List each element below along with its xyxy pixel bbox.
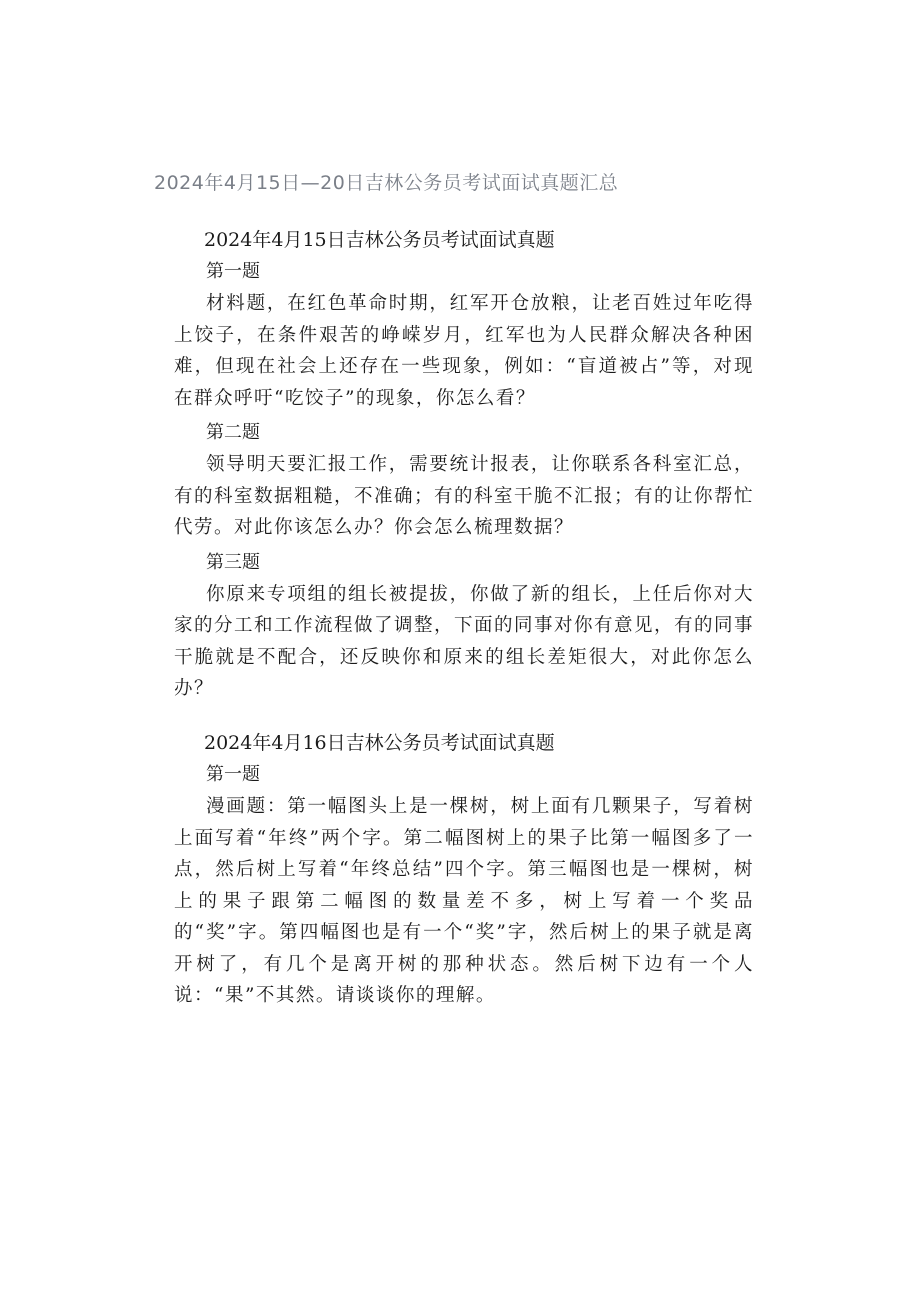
question-text: 材料题，在红色革命时期，红军开仓放粮，让老百姓过年吃得上饺子，在条件艰苦的峥嵘岁月，红军也为人民群众解决各种困难，但现在社会上还存在一些现象，例如：“盲道被占”等，对现在群众呼吁“吃饺子”的现象，你怎么看？	[174, 293, 754, 409]
question-text: 你原来专项组的组长被提拔，你做了新的组长，上任后你对大家的分工和工作流程做了调整，下面的同事对你有意见，有的同事干脆就是不配合，还反映你和原来的组长差矩很大，对此你怎么办？	[174, 583, 755, 699]
section-heading: 2024年4月15日吉林公务员考试面试真题	[204, 229, 555, 251]
question-label: 第二题	[206, 422, 260, 443]
question-text: 领导明天要汇报工作，需要统计报表，让你联系各科室汇总，有的科室数据粗糙，不准确；有的科室干脆不汇报；有的让你帮忙代劳。对此你该怎么办？你会怎么梳理数据？	[174, 454, 755, 538]
exam-section-apr-16	[174, 730, 754, 1012]
question-label: 第一题	[206, 764, 260, 785]
exam-section-apr-15	[174, 227, 754, 705]
question-label: 第三题	[206, 551, 260, 573]
question-label: 第一题	[206, 261, 260, 282]
document-title: 2024年4月15日—20日吉林公务员考试面试真题汇总	[154, 172, 619, 194]
section-heading: 2024年4月16日吉林公务员考试面试真题	[204, 732, 555, 754]
question-text: 漫画题：第一幅图头上是一棵树，树上面有几颗果子，写着树上面写着“年终”两个字。第二幅图树上的果子比第一幅图多了一点，然后树上写着“年终总结”四个字。第三幅图也是一棵树，树上的果子跟第二幅图的数量差不多，树上写着一个奖品的“奖”字。第四幅图也是有一个“奖”字，然后树上的果子就是离开树了，有几个是离开树的那种状态。然后树下边有一个人说：“果”不其然。请谈谈你的理解。	[174, 796, 754, 1006]
